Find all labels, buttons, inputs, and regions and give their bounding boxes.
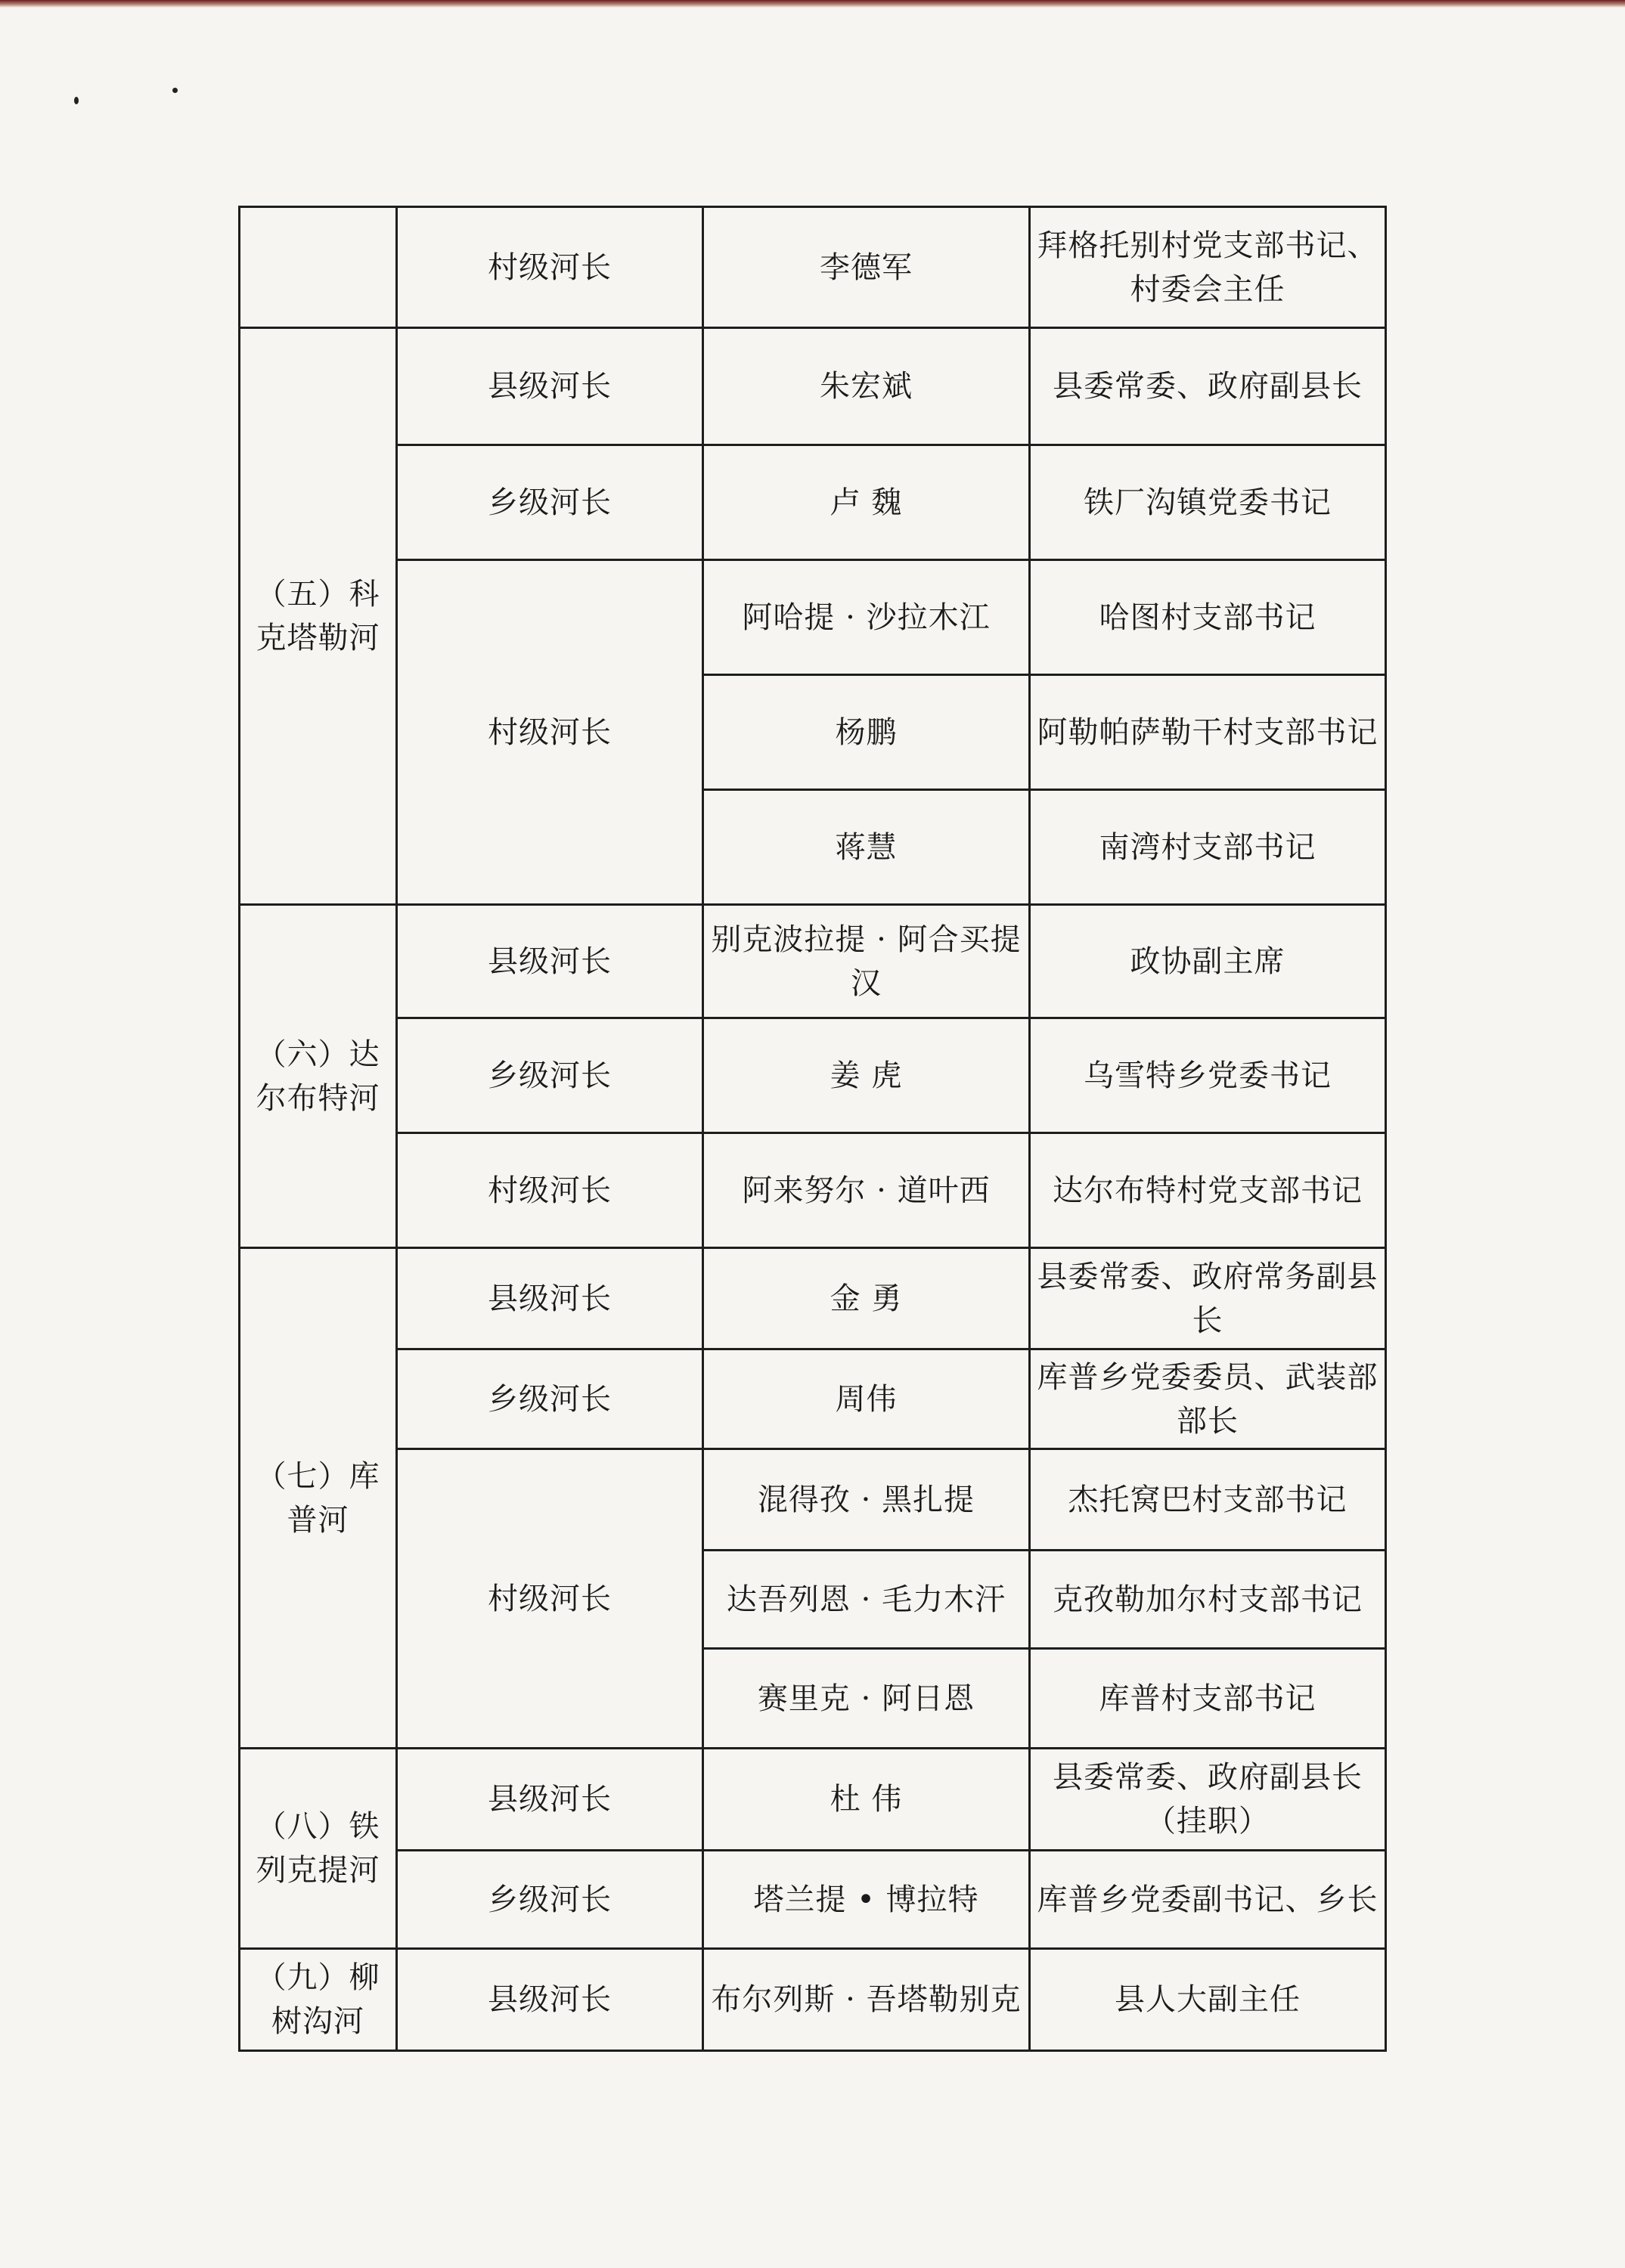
chief-level-cell: 乡级河长: [397, 1018, 703, 1133]
chief-title-cell: 达尔布特村党支部书记: [1030, 1133, 1386, 1248]
chief-title-cell: 克孜勒加尔村支部书记: [1030, 1551, 1386, 1649]
chief-name-cell: 阿哈提 · 沙拉木江: [703, 560, 1030, 675]
chief-title-cell: 拜格托别村党支部书记、村委会主任: [1030, 207, 1386, 328]
chief-name-cell: 杜 伟: [703, 1749, 1030, 1851]
table-row: [240, 560, 1386, 675]
river-name-cell: （七）库普河: [240, 1248, 397, 1749]
chief-title-cell: 县人大副主任: [1030, 1949, 1386, 2051]
river-name-cell: （六）达尔布特河: [240, 905, 397, 1248]
table-row: [240, 1349, 1386, 1449]
chief-title-cell: 南湾村支部书记: [1030, 790, 1386, 905]
table-row: [240, 1949, 1386, 2051]
chief-name-cell: 李德军: [703, 207, 1030, 328]
table-row: [240, 905, 1386, 1018]
chief-level-cell: 乡级河长: [397, 445, 703, 560]
scan-speck: [74, 97, 79, 104]
table-row: [240, 328, 1386, 445]
chief-name-cell: 布尔列斯 · 吾塔勒别克: [703, 1949, 1030, 2051]
chief-level-cell: 县级河长: [397, 1248, 703, 1349]
chief-title-cell: 杰托窝巴村支部书记: [1030, 1449, 1386, 1551]
chief-name-cell: 姜 虎: [703, 1018, 1030, 1133]
table-row: [240, 445, 1386, 560]
page-top-edge: [0, 0, 1625, 8]
table-row: [240, 1248, 1386, 1349]
river-name-cell: （五）科克塔勒河: [240, 328, 397, 905]
scan-speck: [172, 88, 178, 93]
table-row: [240, 207, 1386, 328]
chief-title-cell: 铁厂沟镇党委书记: [1030, 445, 1386, 560]
chief-title-cell: 政协副主席: [1030, 905, 1386, 1018]
chief-level-cell: 县级河长: [397, 328, 703, 445]
chief-name-cell: 周伟: [703, 1349, 1030, 1449]
table-row: [240, 1018, 1386, 1133]
chief-title-cell: 库普乡党委委员、武装部部长: [1030, 1349, 1386, 1449]
chief-title-cell: 阿勒帕萨勒干村支部书记: [1030, 675, 1386, 790]
chief-title-cell: 县委常委、政府副县长: [1030, 328, 1386, 445]
chief-level-cell: 村级河长: [397, 560, 703, 905]
chief-level-cell: 乡级河长: [397, 1349, 703, 1449]
river-chief-table: [238, 206, 1387, 2052]
chief-title-cell: 乌雪特乡党委书记: [1030, 1018, 1386, 1133]
chief-name-cell: 塔兰提 • 博拉特: [703, 1851, 1030, 1949]
chief-level-cell: 村级河长: [397, 207, 703, 328]
chief-name-cell: 混得孜 · 黑扎提: [703, 1449, 1030, 1551]
chief-name-cell: 别克波拉提 · 阿合买提汉: [703, 905, 1030, 1018]
chief-name-cell: 朱宏斌: [703, 328, 1030, 445]
chief-title-cell: 哈图村支部书记: [1030, 560, 1386, 675]
table-row: [240, 1449, 1386, 1551]
chief-title-cell: 县委常委、政府副县长（挂职）: [1030, 1749, 1386, 1851]
chief-title-cell: 库普乡党委副书记、乡长: [1030, 1851, 1386, 1949]
chief-level-cell: 乡级河长: [397, 1851, 703, 1949]
chief-name-cell: 蒋慧: [703, 790, 1030, 905]
chief-level-cell: 县级河长: [397, 905, 703, 1018]
chief-level-cell: 村级河长: [397, 1449, 703, 1749]
chief-level-cell: 县级河长: [397, 1749, 703, 1851]
table-row: [240, 1851, 1386, 1949]
river-name-cell: （九）柳树沟河: [240, 1949, 397, 2051]
table-row: [240, 1749, 1386, 1851]
chief-level-cell: 村级河长: [397, 1133, 703, 1248]
chief-name-cell: 卢 魏: [703, 445, 1030, 560]
chief-name-cell: 阿来努尔 · 道叶西: [703, 1133, 1030, 1248]
river-name-cell: （八）铁列克提河: [240, 1749, 397, 1949]
chief-name-cell: 赛里克 · 阿日恩: [703, 1649, 1030, 1749]
chief-title-cell: 县委常委、政府常务副县长: [1030, 1248, 1386, 1349]
river-name-cell: [240, 207, 397, 328]
chief-name-cell: 金 勇: [703, 1248, 1030, 1349]
chief-name-cell: 达吾列恩 · 毛力木汗: [703, 1551, 1030, 1649]
chief-title-cell: 库普村支部书记: [1030, 1649, 1386, 1749]
chief-name-cell: 杨鹏: [703, 675, 1030, 790]
chief-level-cell: 县级河长: [397, 1949, 703, 2051]
table-row: [240, 1133, 1386, 1248]
